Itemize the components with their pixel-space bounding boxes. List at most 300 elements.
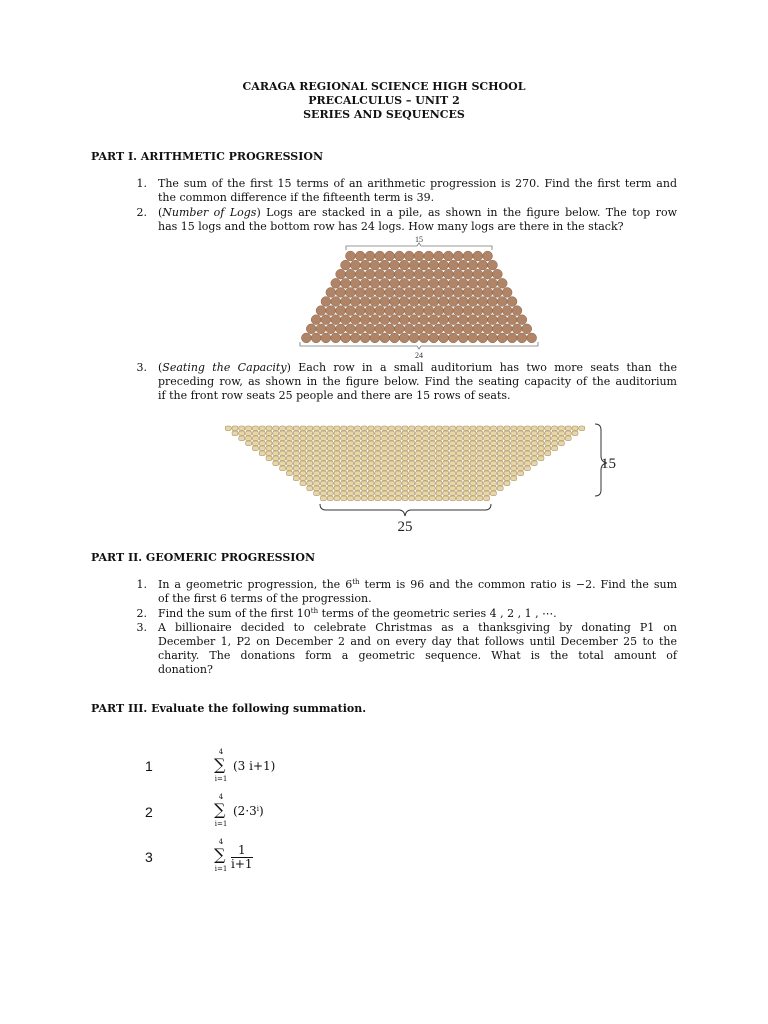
log-circle xyxy=(380,315,390,325)
seat xyxy=(443,426,449,431)
seat xyxy=(470,436,476,441)
sigma-symbol: ∑ xyxy=(214,845,226,864)
seat xyxy=(470,471,476,476)
seat xyxy=(429,446,435,451)
paren: ) xyxy=(256,206,261,219)
seat xyxy=(388,476,394,481)
seat xyxy=(477,436,483,441)
seat xyxy=(259,431,265,436)
log-circle xyxy=(478,297,488,307)
seat xyxy=(463,496,469,501)
log-circle xyxy=(346,324,356,334)
seat xyxy=(484,491,490,496)
seat xyxy=(341,476,347,481)
seat xyxy=(300,446,306,451)
seat xyxy=(511,451,517,456)
seat xyxy=(382,441,388,446)
seat xyxy=(450,456,456,461)
sum-expression: (3 i+1) xyxy=(233,759,276,773)
seat xyxy=(422,486,428,491)
seat xyxy=(538,431,544,436)
seat xyxy=(382,486,388,491)
log-circle xyxy=(453,269,463,279)
log-circle xyxy=(419,260,429,270)
superscript: th xyxy=(352,578,360,586)
log-circle xyxy=(321,297,331,307)
seat xyxy=(341,436,347,441)
seat xyxy=(450,481,456,486)
log-circle xyxy=(326,288,336,298)
seat xyxy=(341,446,347,451)
seat xyxy=(463,456,469,461)
seat xyxy=(327,486,333,491)
seat xyxy=(484,471,490,476)
log-circle xyxy=(448,260,458,270)
seat xyxy=(354,466,360,471)
seat xyxy=(300,441,306,446)
seat xyxy=(470,456,476,461)
seat xyxy=(436,496,442,501)
seat xyxy=(429,431,435,436)
seat xyxy=(348,496,354,501)
item-text-rest: Logs are stacked in a pile, as shown in the figure below. The top row xyxy=(260,206,677,219)
seat xyxy=(320,436,326,441)
seat xyxy=(402,446,408,451)
log-circle xyxy=(448,297,458,307)
seat xyxy=(484,441,490,446)
seat xyxy=(375,441,381,446)
seat xyxy=(395,446,401,451)
seat xyxy=(348,486,354,491)
log-circle xyxy=(404,251,414,261)
seat xyxy=(409,461,415,466)
seat xyxy=(409,491,415,496)
seat xyxy=(504,446,510,451)
log-circle xyxy=(385,306,395,316)
seat xyxy=(497,466,503,471)
seat xyxy=(558,426,564,431)
log-circle xyxy=(488,278,498,288)
seat xyxy=(293,431,299,436)
paren: ( xyxy=(158,206,163,219)
seat xyxy=(341,451,347,456)
log-circle xyxy=(414,288,424,298)
seat xyxy=(470,466,476,471)
seat xyxy=(266,451,272,456)
seat xyxy=(293,446,299,451)
seat xyxy=(443,461,449,466)
seat xyxy=(484,436,490,441)
seat xyxy=(327,441,333,446)
seat xyxy=(436,476,442,481)
seat xyxy=(545,431,551,436)
seat xyxy=(246,426,252,431)
seat xyxy=(252,431,258,436)
seat xyxy=(450,476,456,481)
seat xyxy=(497,486,503,491)
seat xyxy=(470,481,476,486)
seat xyxy=(402,426,408,431)
log-circle xyxy=(453,306,463,316)
seat xyxy=(402,496,408,501)
expr-part: (2·3 xyxy=(233,804,257,818)
seat xyxy=(456,496,462,501)
seat xyxy=(429,471,435,476)
log-circle xyxy=(399,278,409,288)
seat xyxy=(320,431,326,436)
seat xyxy=(558,431,564,436)
seat xyxy=(327,496,333,501)
log-circle xyxy=(448,315,458,325)
log-circle xyxy=(507,315,517,325)
seat xyxy=(456,461,462,466)
seat xyxy=(327,431,333,436)
seat xyxy=(361,426,367,431)
seat xyxy=(354,496,360,501)
seat xyxy=(470,441,476,446)
seat xyxy=(456,471,462,476)
log-circle xyxy=(409,315,419,325)
seat xyxy=(348,456,354,461)
log-circle xyxy=(360,333,370,343)
log-circle xyxy=(429,297,439,307)
log-circle xyxy=(419,315,429,325)
seat xyxy=(327,461,333,466)
seat xyxy=(531,451,537,456)
seat xyxy=(477,446,483,451)
seat xyxy=(565,431,571,436)
seat xyxy=(497,431,503,436)
seat xyxy=(416,441,422,446)
seat xyxy=(456,431,462,436)
seat xyxy=(334,491,340,496)
seat xyxy=(293,461,299,466)
log-circle xyxy=(453,288,463,298)
seat xyxy=(416,476,422,481)
seat xyxy=(416,481,422,486)
log-circle xyxy=(355,324,365,334)
seat xyxy=(463,431,469,436)
seat xyxy=(314,466,320,471)
paren: ) xyxy=(286,361,291,374)
seat xyxy=(470,486,476,491)
seat xyxy=(443,476,449,481)
seat xyxy=(490,491,496,496)
log-circle xyxy=(380,297,390,307)
part2-title: PART II. GEOMERIC PROGRESSION xyxy=(91,551,316,564)
seat xyxy=(463,491,469,496)
seat xyxy=(456,446,462,451)
seat xyxy=(348,491,354,496)
seat xyxy=(300,451,306,456)
item-text: A billionaire decided to celebrate Christmas as a thanksgiving by donating P1 on xyxy=(158,621,677,634)
sum-upper-limit: 4 xyxy=(218,793,224,801)
seat xyxy=(266,441,272,446)
seat xyxy=(429,491,435,496)
seat xyxy=(341,496,347,501)
seat xyxy=(456,456,462,461)
seat xyxy=(388,436,394,441)
seat xyxy=(307,426,313,431)
seat xyxy=(307,486,313,491)
seat xyxy=(422,491,428,496)
seat xyxy=(524,441,530,446)
log-circle xyxy=(493,324,503,334)
log-circle xyxy=(360,278,370,288)
log-circle xyxy=(444,324,454,334)
log-circle xyxy=(390,278,400,288)
seat xyxy=(558,436,564,441)
item-text: if the front row seats 25 people and there are 15 rows of seats. xyxy=(158,389,511,402)
seat xyxy=(429,486,435,491)
log-circle xyxy=(444,251,454,261)
seat xyxy=(375,426,381,431)
log-circle xyxy=(390,315,400,325)
log-circle xyxy=(468,297,478,307)
log-circle xyxy=(331,278,341,288)
seat xyxy=(531,441,537,446)
seat xyxy=(320,426,326,431)
item-lead: Number of Logs xyxy=(162,206,257,219)
seat xyxy=(531,426,537,431)
seat xyxy=(388,491,394,496)
seat xyxy=(293,426,299,431)
log-circle xyxy=(321,315,331,325)
item-text: preceding row, as shown in the figure below. Find the seating capacity of the auditorium xyxy=(158,375,677,388)
log-circle xyxy=(375,306,385,316)
seat xyxy=(497,471,503,476)
seat xyxy=(558,441,564,446)
seat xyxy=(348,481,354,486)
log-circle xyxy=(424,306,434,316)
seat xyxy=(293,466,299,471)
seat xyxy=(524,426,530,431)
seat xyxy=(395,476,401,481)
log-circle xyxy=(502,288,512,298)
seat xyxy=(348,426,354,431)
seat xyxy=(422,441,428,446)
seat xyxy=(348,436,354,441)
seat xyxy=(531,456,537,461)
seat xyxy=(388,471,394,476)
item-number: 2. xyxy=(136,607,147,620)
seat xyxy=(273,456,279,461)
log-circle xyxy=(409,333,419,343)
seat xyxy=(511,471,517,476)
seat xyxy=(456,486,462,491)
log-circle xyxy=(429,315,439,325)
seat xyxy=(300,471,306,476)
item-text: The sum of the first 15 terms of an arithmetic progression is 270. Find the first term and xyxy=(158,177,677,190)
seat xyxy=(368,496,374,501)
seat xyxy=(463,446,469,451)
seat xyxy=(511,466,517,471)
seat xyxy=(388,486,394,491)
seat xyxy=(286,431,292,436)
log-circle xyxy=(370,260,380,270)
log-circle xyxy=(355,306,365,316)
log-circle xyxy=(360,260,370,270)
log-circle xyxy=(395,269,405,279)
seat xyxy=(368,476,374,481)
seat xyxy=(552,426,558,431)
log-circle xyxy=(429,278,439,288)
seat xyxy=(518,456,524,461)
seat xyxy=(484,486,490,491)
item-text: December 1, P2 on December 2 and on every day that follows until December 25 to the xyxy=(158,635,677,648)
seat xyxy=(293,451,299,456)
item-number: 1. xyxy=(136,177,147,190)
log-circle xyxy=(497,278,507,288)
log-circle xyxy=(350,315,360,325)
log-circle xyxy=(468,315,478,325)
seat xyxy=(538,456,544,461)
seat xyxy=(572,426,578,431)
seat xyxy=(504,476,510,481)
seat xyxy=(388,466,394,471)
seat xyxy=(300,426,306,431)
seat xyxy=(388,446,394,451)
seat xyxy=(354,491,360,496)
seat xyxy=(375,476,381,481)
seat xyxy=(307,456,313,461)
log-circle xyxy=(350,260,360,270)
seat xyxy=(422,436,428,441)
seat xyxy=(334,476,340,481)
seat xyxy=(327,451,333,456)
log-circle xyxy=(517,315,527,325)
log-circle xyxy=(399,333,409,343)
seat xyxy=(490,441,496,446)
log-circle xyxy=(365,306,375,316)
log-circle xyxy=(493,269,503,279)
seat xyxy=(484,481,490,486)
seat xyxy=(450,471,456,476)
seat xyxy=(341,471,347,476)
seat xyxy=(361,481,367,486)
seat xyxy=(443,451,449,456)
log-circle xyxy=(478,260,488,270)
seat xyxy=(280,431,286,436)
seat xyxy=(280,436,286,441)
log-circle xyxy=(448,333,458,343)
seat xyxy=(497,436,503,441)
seat xyxy=(286,436,292,441)
seat xyxy=(450,496,456,501)
seat xyxy=(361,461,367,466)
log-circle xyxy=(439,278,449,288)
seat xyxy=(259,426,265,431)
seat xyxy=(463,471,469,476)
seat xyxy=(354,436,360,441)
log-circle xyxy=(512,324,522,334)
seat xyxy=(443,491,449,496)
seat xyxy=(354,471,360,476)
seat xyxy=(314,426,320,431)
seat xyxy=(538,426,544,431)
seat xyxy=(463,461,469,466)
log-circle xyxy=(483,306,493,316)
seat xyxy=(443,431,449,436)
seat xyxy=(490,486,496,491)
log-circle xyxy=(380,278,390,288)
log-circle xyxy=(488,297,498,307)
log-circle xyxy=(488,333,498,343)
seat xyxy=(409,446,415,451)
log-circle xyxy=(346,269,356,279)
seat xyxy=(375,466,381,471)
seat xyxy=(334,466,340,471)
log-circle xyxy=(404,324,414,334)
seat xyxy=(300,476,306,481)
seat xyxy=(463,436,469,441)
seat xyxy=(511,446,517,451)
seat xyxy=(334,426,340,431)
seat xyxy=(280,441,286,446)
item-number: 2. xyxy=(136,206,147,219)
seat xyxy=(504,466,510,471)
log-circle xyxy=(350,297,360,307)
log-circle xyxy=(439,333,449,343)
seat xyxy=(436,456,442,461)
log-circle xyxy=(321,333,331,343)
seat xyxy=(538,446,544,451)
seat xyxy=(518,446,524,451)
seat xyxy=(307,431,313,436)
seat xyxy=(429,461,435,466)
log-circle xyxy=(458,260,468,270)
log-circle xyxy=(311,315,321,325)
seat xyxy=(518,471,524,476)
seat xyxy=(382,446,388,451)
seat xyxy=(409,431,415,436)
seat xyxy=(450,426,456,431)
summation-number: 2 xyxy=(145,804,153,820)
item-text: charity. The donations form a geometric sequence. What is the total amount of xyxy=(158,649,677,662)
log-circle xyxy=(350,333,360,343)
seat xyxy=(354,441,360,446)
exponent: i xyxy=(256,805,260,813)
seat xyxy=(368,481,374,486)
part3-title: PART III. Evaluate the following summation. xyxy=(91,702,367,715)
log-circle xyxy=(414,324,424,334)
seat xyxy=(416,431,422,436)
seat xyxy=(327,456,333,461)
seat xyxy=(524,466,530,471)
seat xyxy=(232,431,238,436)
seat xyxy=(477,466,483,471)
log-circle xyxy=(483,324,493,334)
seat xyxy=(361,491,367,496)
log-circle xyxy=(390,297,400,307)
seat xyxy=(293,471,299,476)
seat xyxy=(395,471,401,476)
seat xyxy=(341,491,347,496)
log-circle xyxy=(395,324,405,334)
log-circle xyxy=(434,306,444,316)
seat xyxy=(388,481,394,486)
seat xyxy=(348,471,354,476)
log-circle xyxy=(355,251,365,261)
seat xyxy=(470,491,476,496)
item-lead: Seating the Capacity xyxy=(162,361,287,374)
seat xyxy=(293,436,299,441)
seat xyxy=(456,466,462,471)
seat xyxy=(232,426,238,431)
expr-part: ) xyxy=(259,804,264,818)
seat xyxy=(497,456,503,461)
seat xyxy=(307,466,313,471)
